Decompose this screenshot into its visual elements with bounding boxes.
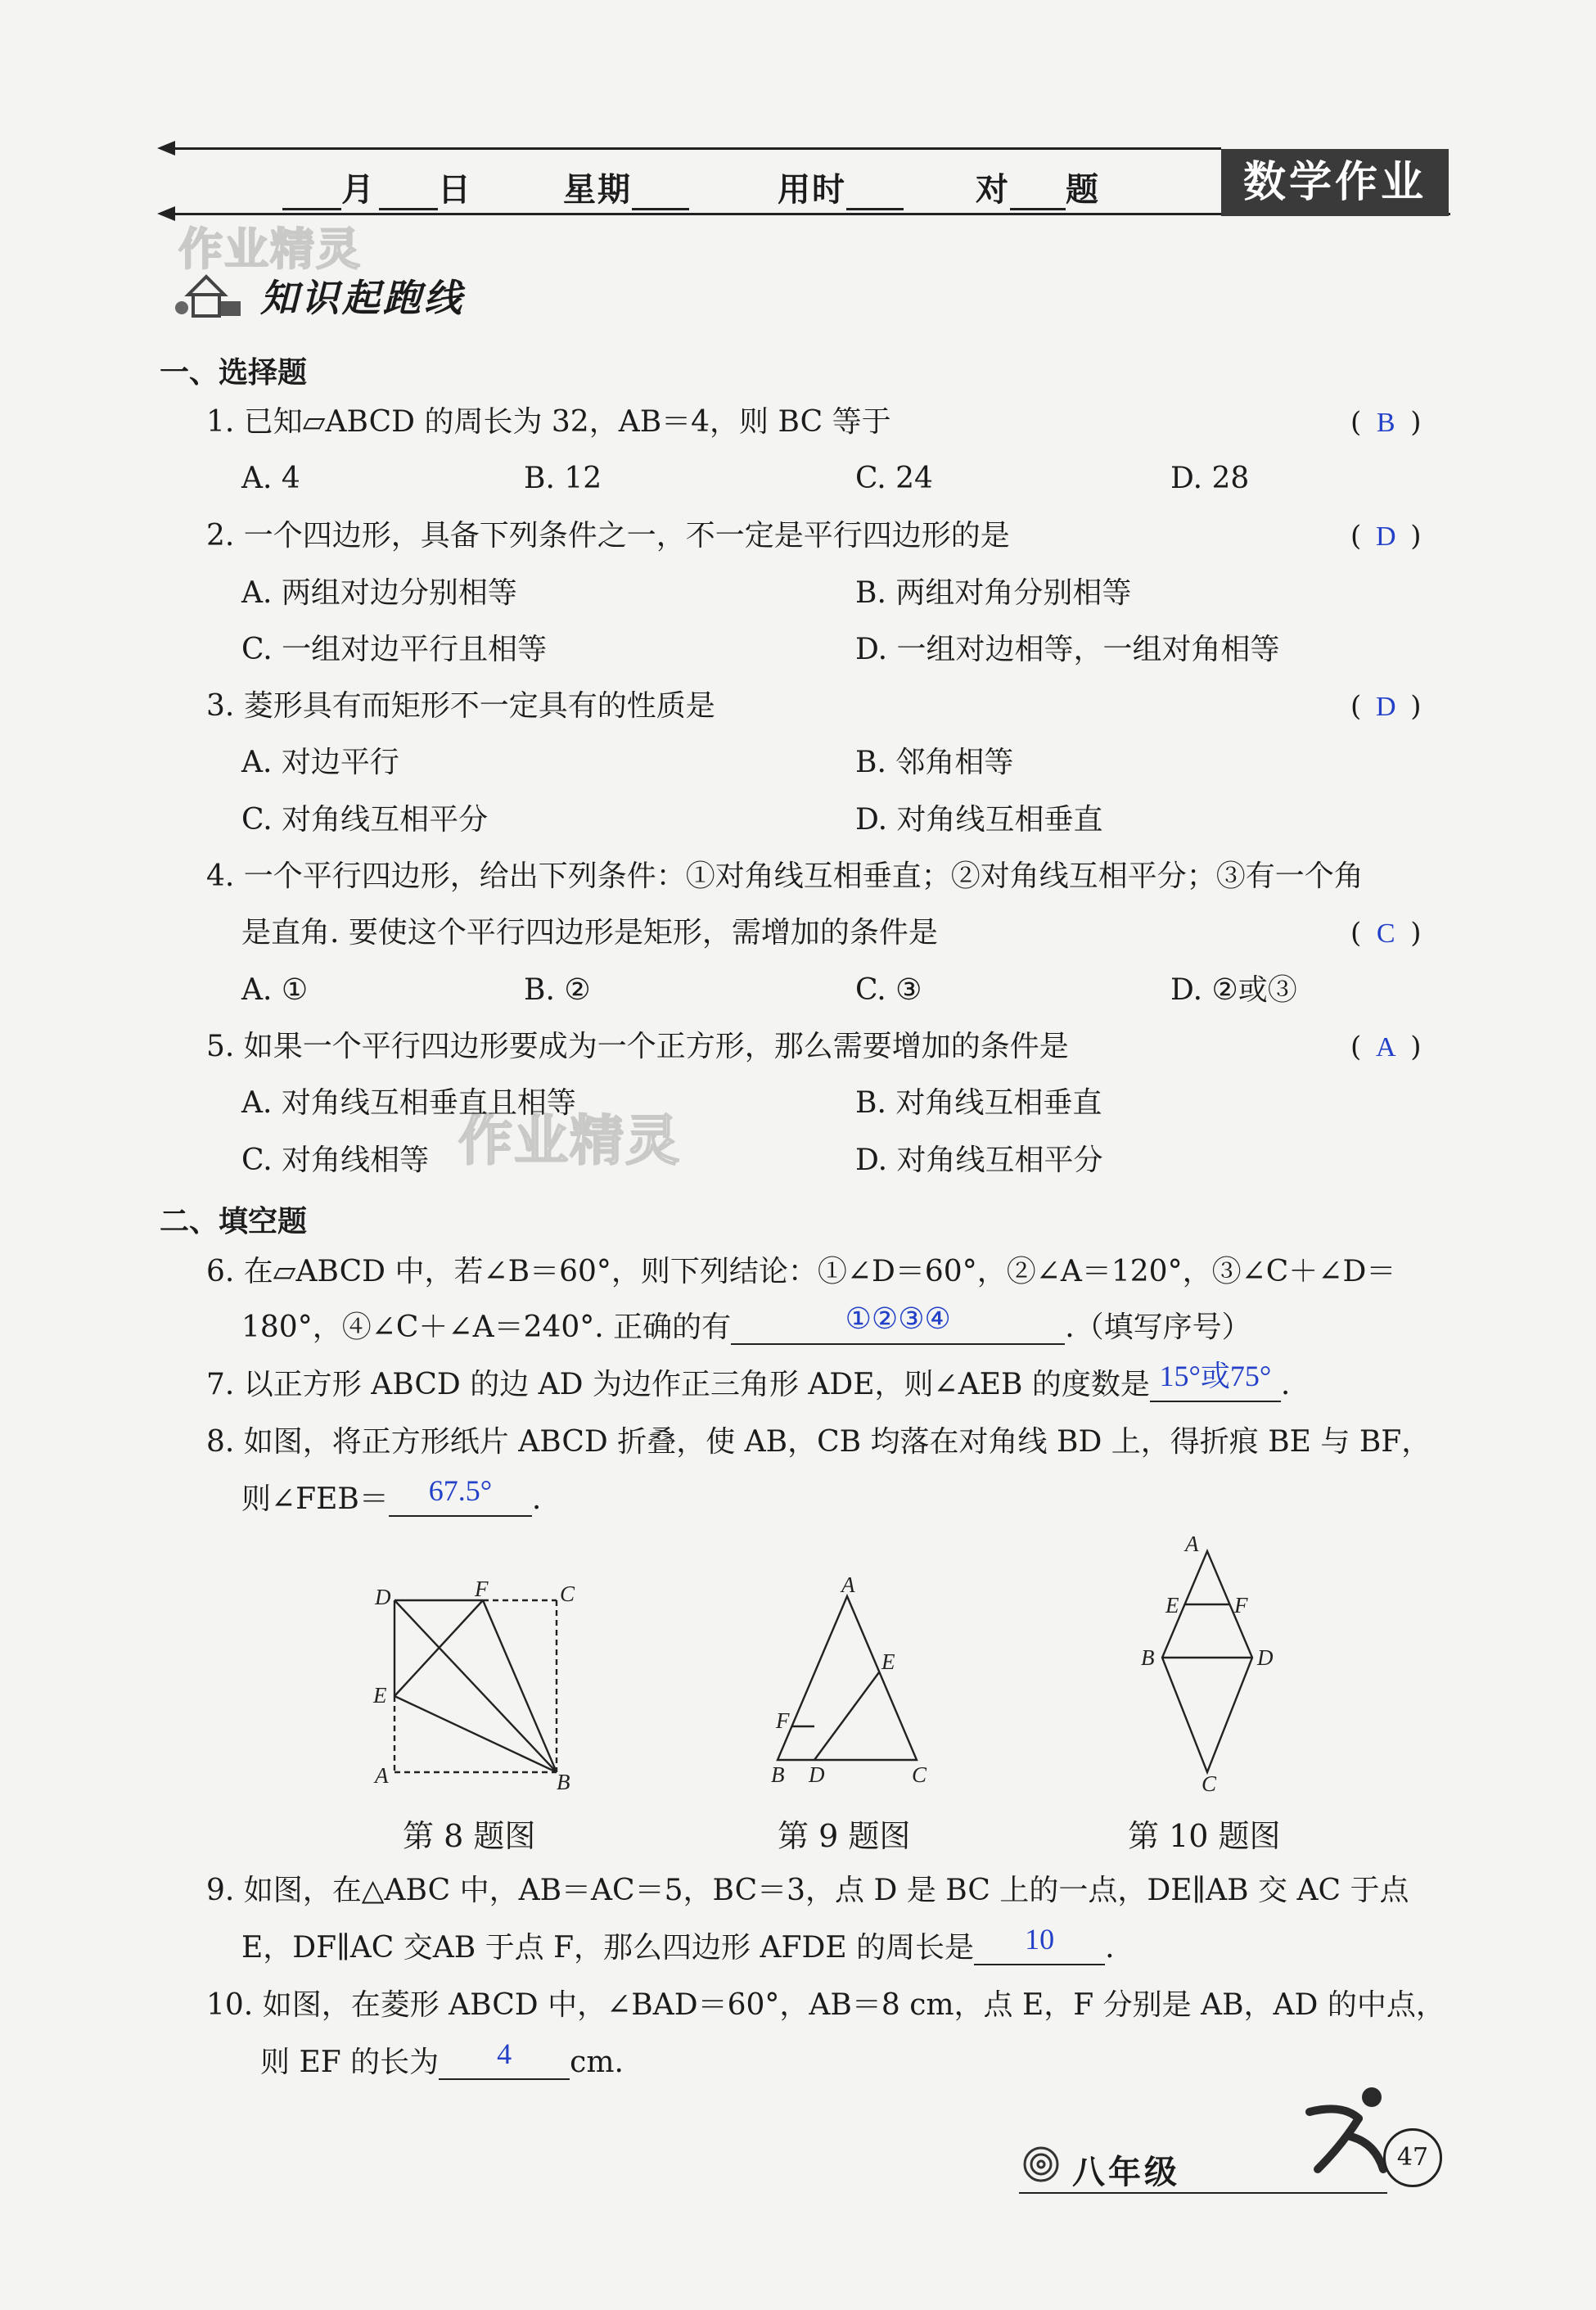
q8-line1: 8. 如图，将正方形纸片 ABCD 折叠，使 AB，CB 均落在对角线 BD 上，得折痕 BE 与 BF， <box>206 1425 1431 1459</box>
q2-stem: 2. 一个四边形，具备下列条件之一，不一定是平行四边形的是 <box>206 519 1010 553</box>
weekday-field: 星期 <box>563 164 689 210</box>
fig10-rhombus-abcd <box>1162 1551 1252 1772</box>
section-title: 知识起跑线 <box>260 276 465 320</box>
q10-line1: 10. 如图，在菱形 ABCD 中，∠BAD＝60°，AB＝8 cm，点 E，F 分别是 AB，AD 的中点， <box>206 1988 1445 2022</box>
fig9-label-c: C <box>912 1762 927 1787</box>
time-blank[interactable] <box>846 178 904 210</box>
q2-option-d: D. 一组对边相等，一组对角相等 <box>855 633 1280 666</box>
house-icon <box>172 270 246 321</box>
q5-stem: 5. 如果一个平行四边形要成为一个正方形，那么需要增加的条件是 <box>206 1030 1069 1063</box>
fig8-label-f: F <box>475 1577 489 1601</box>
fig8-diagonal-db <box>394 1600 557 1772</box>
q9-blank[interactable]: 10 <box>974 1931 1105 1965</box>
fig9-label-e: E <box>881 1649 895 1674</box>
q6-blank[interactable]: ①②③④ <box>731 1311 1065 1345</box>
runner-icon <box>1293 2079 1400 2186</box>
fig8-fold-eb <box>394 1696 557 1772</box>
q7-line: 7. 以正方形 ABCD 的边 AD 为边作正三角形 ADE，则∠AEB 的度数是 15°或75° . <box>206 1360 1291 1401</box>
part-choice-title: 一、选择题 <box>160 356 308 390</box>
fig8-label-d: D <box>375 1585 391 1609</box>
q1-option-d: D. 28 <box>1170 462 1250 495</box>
q2-option-a: A. 两组对边分别相等 <box>241 576 517 610</box>
fig8-label-b: B <box>557 1770 570 1793</box>
fig9-label-a: A <box>841 1572 855 1597</box>
q4-stem-line2: 是直角. 要使这个平行四边形是矩形，需增加的条件是 <box>241 916 938 950</box>
figure-10 <box>1113 1531 1301 1793</box>
fig10-label-d: D <box>1257 1645 1274 1670</box>
weekday-blank[interactable] <box>632 178 689 210</box>
figure-8-caption: 第 8 题图 <box>403 1818 536 1854</box>
fig8-label-e: E <box>373 1683 387 1708</box>
fig10-label-f: F <box>1234 1593 1248 1617</box>
q5-option-b: B. 对角线互相垂直 <box>855 1086 1102 1120</box>
q2-option-c: C. 一组对边平行且相等 <box>241 633 548 666</box>
q3-option-a: A. 对边平行 <box>241 746 399 779</box>
fig9-segment-de <box>814 1672 879 1760</box>
figure-10-caption: 第 10 题图 <box>1128 1818 1281 1854</box>
q2-option-b: B. 两组对角分别相等 <box>855 576 1132 610</box>
q6-line1: 6. 在▱ABCD 中，若∠B＝60°，则下列结论：①∠D＝60°，②∠A＝120°，③∠C＋∠D＝ <box>206 1255 1396 1288</box>
month-blank[interactable] <box>282 178 341 210</box>
fig10-label-c: C <box>1202 1771 1217 1793</box>
q1-option-c: C. 24 <box>855 462 933 495</box>
figure-9-caption: 第 9 题图 <box>778 1818 911 1854</box>
q9-line1: 9. 如图，在△ABC 中，AB＝AC＝5，BC＝3，点 D 是 BC 上的一点，DE∥AB 交 AC 于点 <box>206 1874 1409 1907</box>
q4-answer: ( C ) <box>1350 917 1422 950</box>
q1-option-b: B. 12 <box>524 462 602 495</box>
q4-option-b: B. ② <box>524 973 591 1007</box>
fig8-label-a: A <box>375 1763 389 1788</box>
q1-stem: 1. 已知▱ABCD 的周长为 32，AB＝4，则 BC 等于 <box>206 405 891 439</box>
correct-count-field: 对 题 <box>976 171 1100 209</box>
fig9-triangle-abc <box>778 1596 917 1760</box>
q3-option-c: C. 对角线互相平分 <box>241 803 489 837</box>
q5-option-a: A. 对角线互相垂直且相等 <box>241 1086 576 1120</box>
subject-badge: 数学作业 <box>1221 149 1449 216</box>
fig8-fold-fb <box>483 1600 557 1772</box>
date-day-field: 日 <box>379 164 472 210</box>
q3-stem: 3. 菱形具有而矩形不一定具有的性质是 <box>206 689 715 723</box>
q5-option-d: D. 对角线互相平分 <box>855 1144 1103 1177</box>
q10-line2: 则 EF 的长为 4 cm. <box>260 2037 624 2079</box>
part-fill-title: 二、填空题 <box>160 1205 308 1238</box>
fig9-label-f: F <box>776 1708 790 1733</box>
q9-line2: E，DF∥AC 交AB 于点 F，那么四边形 AFDE 的周长是 10 . <box>241 1923 1115 1965</box>
q3-answer: ( D ) <box>1350 690 1422 723</box>
q6-line2: 180°，④∠C＋∠A＝240°. 正确的有 ①②③④ .（填写序号） <box>241 1302 1251 1344</box>
arrow-left-icon <box>157 141 175 156</box>
fig9-label-d: D <box>809 1762 825 1787</box>
q3-option-d: D. 对角线互相垂直 <box>855 803 1103 837</box>
spiral-icon <box>1021 2145 1061 2184</box>
q5-option-c: C. 对角线相等 <box>241 1144 430 1177</box>
date-month-field: 月 <box>282 164 376 210</box>
q1-option-a: A. 4 <box>241 462 300 495</box>
q3-option-b: B. 邻角相等 <box>855 746 1014 779</box>
grade-label: 八年级 <box>1072 2154 1180 2191</box>
q4-option-c: C. ③ <box>855 973 922 1007</box>
page-number: 47 <box>1383 2128 1442 2187</box>
q10-blank[interactable]: 4 <box>439 2046 570 2080</box>
footer-rule <box>1019 2192 1387 2194</box>
fig8-label-c: C <box>560 1581 575 1606</box>
fig10-label-a: A <box>1185 1532 1199 1556</box>
time-used-field: 用时 <box>778 164 904 210</box>
fig10-label-b: B <box>1141 1645 1155 1670</box>
correct-blank[interactable] <box>1010 178 1066 210</box>
arrow-left-icon <box>157 206 175 221</box>
q1-answer: ( B ) <box>1350 406 1422 439</box>
q4-option-d: D. ②或③ <box>1170 973 1297 1007</box>
watermark: 作业精灵 <box>458 1109 681 1172</box>
watermark: 作业精灵 <box>178 223 362 275</box>
fig9-label-b: B <box>771 1762 785 1787</box>
q8-blank[interactable]: 67.5° <box>389 1482 532 1517</box>
figure-8 <box>360 1572 597 1793</box>
q4-option-a: A. ① <box>241 973 309 1007</box>
q2-answer: ( D ) <box>1350 520 1422 553</box>
day-blank[interactable] <box>379 178 438 210</box>
q5-answer: ( A ) <box>1350 1031 1422 1063</box>
q7-blank[interactable]: 15°或75° <box>1150 1368 1281 1402</box>
header-top-rule <box>174 147 1221 150</box>
q4-stem-line1: 4. 一个平行四边形，给出下列条件：①对角线互相垂直；②对角线互相平分；③有一个角 <box>206 859 1364 893</box>
fig10-label-e: E <box>1165 1593 1179 1617</box>
q8-line2: 则∠FEB＝ 67.5° . <box>241 1474 542 1516</box>
figure-9 <box>753 1568 941 1797</box>
